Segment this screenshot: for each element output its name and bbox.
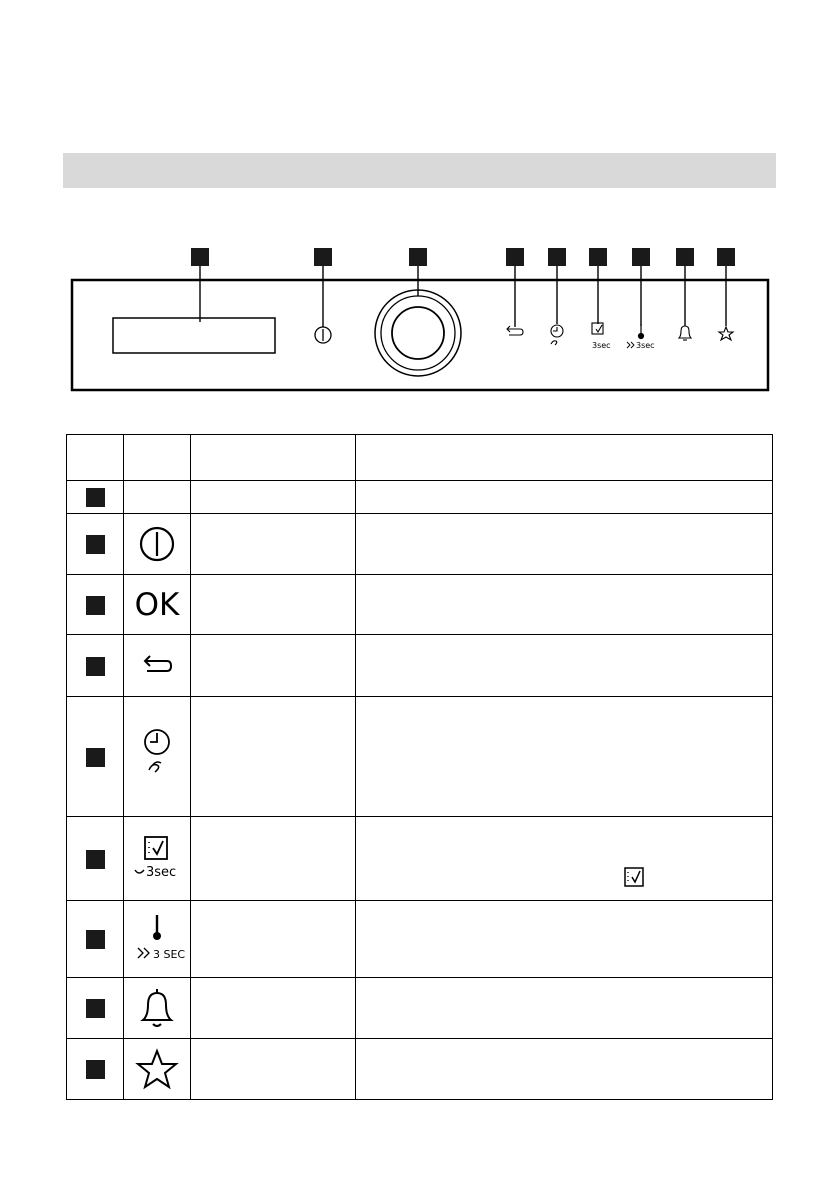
callout-markers xyxy=(191,248,735,266)
header-number xyxy=(67,435,124,481)
on-off-icon xyxy=(315,327,331,343)
header-function xyxy=(191,435,356,481)
description-cell xyxy=(356,978,773,1039)
callout-7 xyxy=(632,248,650,266)
table-row xyxy=(67,697,773,817)
callout-6 xyxy=(589,248,607,266)
back-icon xyxy=(137,651,177,681)
display-icon xyxy=(113,318,275,353)
checklist-inline-icon xyxy=(623,866,645,888)
controls-table xyxy=(66,434,773,1100)
row-marker xyxy=(86,657,105,676)
row-marker xyxy=(86,596,105,615)
callout-1 xyxy=(191,248,209,266)
symbol-empty xyxy=(124,481,191,514)
function-cell xyxy=(191,1039,356,1100)
description-cell xyxy=(356,901,773,978)
description-cell xyxy=(356,575,773,635)
thermometer-icon xyxy=(129,911,185,967)
function-cell xyxy=(191,575,356,635)
table-row xyxy=(67,1039,773,1100)
checklist-3sec-label: 3sec xyxy=(146,864,177,880)
star-icon xyxy=(719,327,733,340)
function-cell xyxy=(191,635,356,697)
clock-icon xyxy=(137,722,177,792)
thermometer-icon xyxy=(639,324,644,339)
function-cell xyxy=(191,514,356,575)
ok-symbol-text: OK xyxy=(134,586,180,623)
row-marker xyxy=(86,930,105,949)
panel-3sec-label-a: 3sec xyxy=(592,341,611,350)
row-marker xyxy=(86,850,105,869)
description-cell xyxy=(356,817,773,901)
header-description xyxy=(356,435,773,481)
function-cell xyxy=(191,978,356,1039)
row-marker xyxy=(86,1060,105,1079)
control-panel-diagram xyxy=(0,230,840,400)
description-cell xyxy=(356,481,773,514)
row-marker xyxy=(86,999,105,1018)
callout-5 xyxy=(548,248,566,266)
callout-8 xyxy=(676,248,694,266)
callout-3 xyxy=(409,248,427,266)
function-cell xyxy=(191,481,356,514)
table-row xyxy=(67,978,773,1039)
panel-3sec-label-b: 3sec xyxy=(636,341,655,350)
function-cell xyxy=(191,901,356,978)
bell-icon xyxy=(137,987,177,1029)
callout-4 xyxy=(506,248,524,266)
table-header-row xyxy=(67,435,773,481)
table-row xyxy=(67,635,773,697)
ok-icon xyxy=(124,575,191,635)
clock-icon xyxy=(551,325,563,345)
description-cell xyxy=(356,514,773,575)
row-marker xyxy=(86,488,105,507)
header-symbol xyxy=(124,435,191,481)
back-icon xyxy=(507,326,523,335)
table-row xyxy=(67,514,773,575)
table-row xyxy=(67,901,773,978)
on-off-icon xyxy=(137,524,177,564)
function-cell xyxy=(191,817,356,901)
section-title-bar xyxy=(63,153,776,188)
description-cell xyxy=(356,1039,773,1100)
callout-2 xyxy=(314,248,332,266)
thermometer-3sec-label: 3 SEC xyxy=(153,948,185,961)
checklist-icon xyxy=(129,834,185,884)
table-row xyxy=(67,817,773,901)
description-cell xyxy=(356,635,773,697)
row-marker xyxy=(86,748,105,767)
function-cell xyxy=(191,697,356,817)
ok-knob-icon xyxy=(375,290,461,376)
checklist-icon xyxy=(592,323,603,334)
callout-9 xyxy=(717,248,735,266)
row-marker xyxy=(86,535,105,554)
bell-icon xyxy=(679,326,691,340)
description-cell xyxy=(356,697,773,817)
table-row xyxy=(67,575,773,635)
table-row xyxy=(67,481,773,514)
star-icon xyxy=(135,1048,179,1090)
